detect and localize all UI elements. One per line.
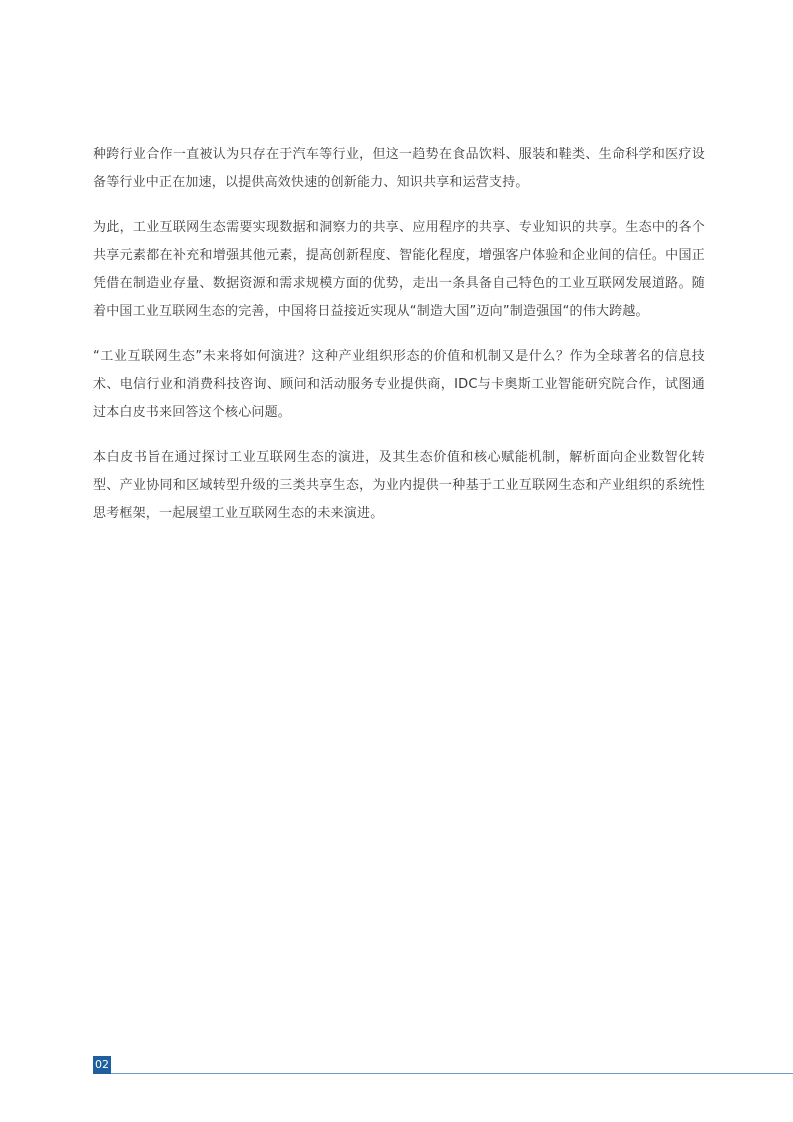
paragraph-2: 为此，工业互联网生态需要实现数据和洞察力的共享、应用程序的共享、专业知识的共享。生态中的各个共享元素都在补充和增强其他元素，提高创新程度、智能化程度，增强客户体验和企业间的信任。中国正凭借在制造业存量、数据资源和需求规模方面的优势，走出一条具备自己特色的工业互联网发展道路。随着中国工业互联网生态的完善，中国将日益接近实现从“制造大国”迈向”制造强国“的伟大跨越。 — [93, 220, 705, 319]
paragraph-3: “工业互联网生态”未来将如何演进？这种产业组织形态的价值和机制又是什么？作为全球著名的信息技术、电信行业和消费科技咨询、顾问和活动服务专业提供商，IDC与卡奥斯工业智能研究院合作，试图通过本白皮书来回答这个核心问题。 — [93, 349, 705, 420]
page-footer — [93, 1056, 793, 1074]
page-number: 02 — [93, 1056, 111, 1074]
body-text — [93, 141, 705, 545]
paragraph-1: 种跨行业合作一直被认为只存在于汽车等行业，但这一趋势在食品饮料、服装和鞋类、生命科学和医疗设备等行业中正在加速，以提供高效快速的创新能力、知识共享和运营支持。 — [93, 147, 705, 190]
footer-divider — [111, 1073, 793, 1074]
paragraph-4: 本白皮书旨在通过探讨工业互联网生态的演进，及其生态价值和核心赋能机制，解析面向企业数智化转型、产业协同和区域转型升级的三类共享生态，为业内提供一种基于工业互联网生态和产业组织的系统性思考框架，一起展望工业互联网生态的未来演进。 — [93, 450, 705, 521]
